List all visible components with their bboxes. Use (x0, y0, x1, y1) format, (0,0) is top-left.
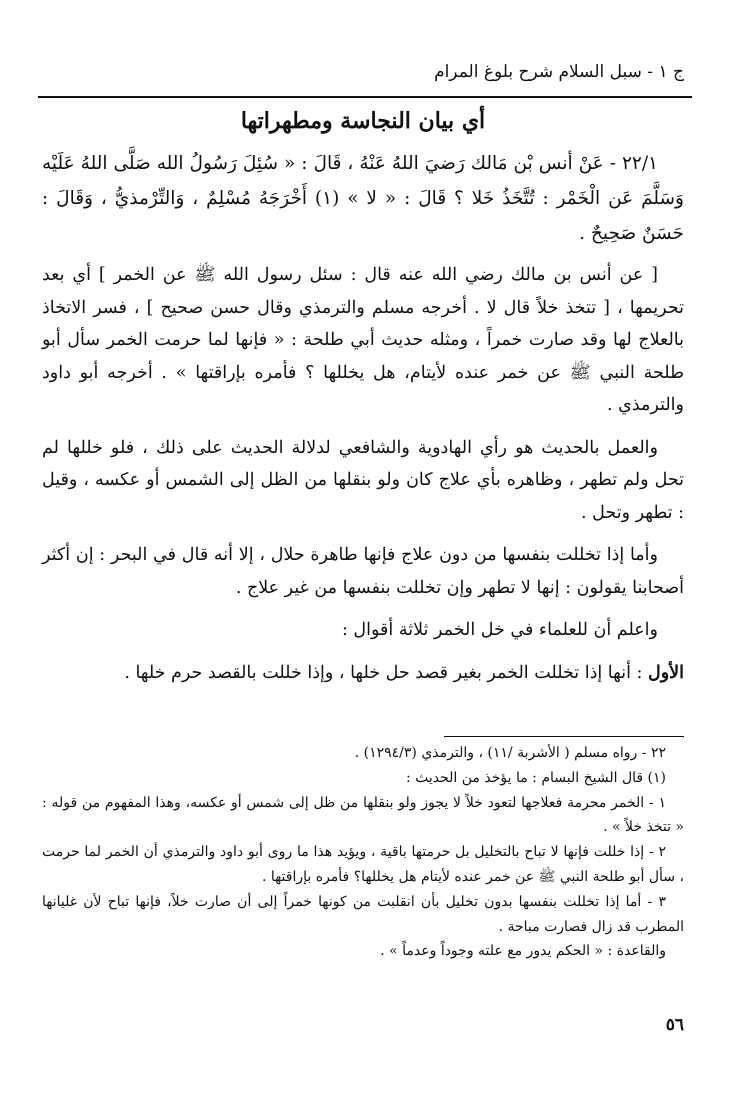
footnote-rule (444, 736, 684, 737)
footnotes (42, 741, 684, 964)
running-head: ج ١ - سبل السلام شرح بلوغ المرام (434, 62, 684, 82)
page-number: ٥٦ (665, 1015, 684, 1035)
commentary-paragraph: وأما إذا تخللت بنفسها من دون علاج فإنها طاهرة حلال ، إلا أنه قال في البحر : إن أكثر أصحابنا يقولون : إنها لا تطهر وإن تخللت بنفسها من غير علاج . (42, 545, 684, 598)
footnote-item: ٣ - أما إذا تخللت بنفسها بدون تخليل بأن انقلبت من كونها خمراً إلى أن صارت خلاً، فإنها تباح لأن غليانها المطرب قد زال فصارت مباحة . (42, 893, 684, 935)
footnote-item: ١ - الخمر محرمة فعلاجها لتعود خلاً لا يجوز ولو بنقلها من ظل إلى شمس أو عكسه، وهذا المفهوم من قوله : « تتخذ خلاً » . (42, 794, 684, 836)
main-text (42, 100, 684, 689)
opinion-label: الأول (647, 662, 684, 683)
commentary-paragraph: والعمل بالحديث هو رأي الهادوية والشافعي لدلالة الحديث على ذلك ، فلو خللها لم تحل ولم تطهر ، وظاهره بأي علاج كان ولو بنقلها من الظل إلى الشمس أو عكسه ، وقيل : تطهر وتحل . (42, 437, 684, 523)
opinion-paragraph (42, 657, 684, 690)
commentary-paragraph: [ عن أنس بن مالك رضي الله عنه قال : سئل رسول الله ﷺ عن الخمر ] أي بعد تحريمها ، [ تتخذ خلاً قال لا . أخرجه مسلم والترمذي وقال حسن صحيح ] ، فسر الاتخاذ بالعلاج لها وقد صارت خمراً ، ومثله حديث أبي طلحة : « فإنها لما حرمت الخمر سأل أبو طلحة النبي ﷺ عن خمر عنده لأيتام، هل يخللها ؟ فأمره بإراقتها » . أخرجه أبو داود والترمذي . (42, 265, 684, 415)
commentary-paragraph: واعلم أن للعلماء في خل الخمر ثلاثة أقوال : (341, 620, 658, 640)
footnote-item: ٢٢ - رواه مسلم ( الأشربة /١١) ، والترمذي (١٢٩٤/٣) . (354, 745, 666, 761)
opinion-text: : أنها إذا تخللت الخمر بغير قصد حل خلها ، وإذا خللت بالقصد حرم خلها . (124, 662, 643, 683)
hadith-text: ٢٢/١ - عَنْ أنس بْن مَالك رَضيَ اللهُ عَنْهُ ، قَالَ : « سُئِلَ رَسُولُ الله صَلَّى اللهُ عَلَيْه وَسَلَّمَ عَن الْخَمْر : تُتَّخَذُ خَلا ؟ قَالَ : « لا » (١) أَخْرَجَهُ مُسْلِمٌ ، وَالتِّرْمذيُّ ، وَقَالَ : حَسَنٌ صَحِيحٌ . (42, 153, 684, 244)
footnote-item: ٢ - إذا خللت فإنها لا تباح بالتخليل بل حرمتها باقية ، ويؤيد هذا ما روى أبو داود والترمذي أن الخمر لما حرمت ، سأل أبو طلحة النبي ﷺ عن خمر عنده لأيتام هل يخللها؟ فأمره بإراقتها . (42, 844, 684, 885)
section-title: أي بيان النجاسة ومطهراتها (240, 108, 486, 134)
header-rule (38, 96, 692, 98)
footnote-item: (١) قال الشيخ البسام : ما يؤخذ من الحديث : (405, 769, 666, 786)
footnote-item: والقاعدة : « الحكم يدور مع علته وجوداً وعدماً » . (380, 943, 666, 960)
